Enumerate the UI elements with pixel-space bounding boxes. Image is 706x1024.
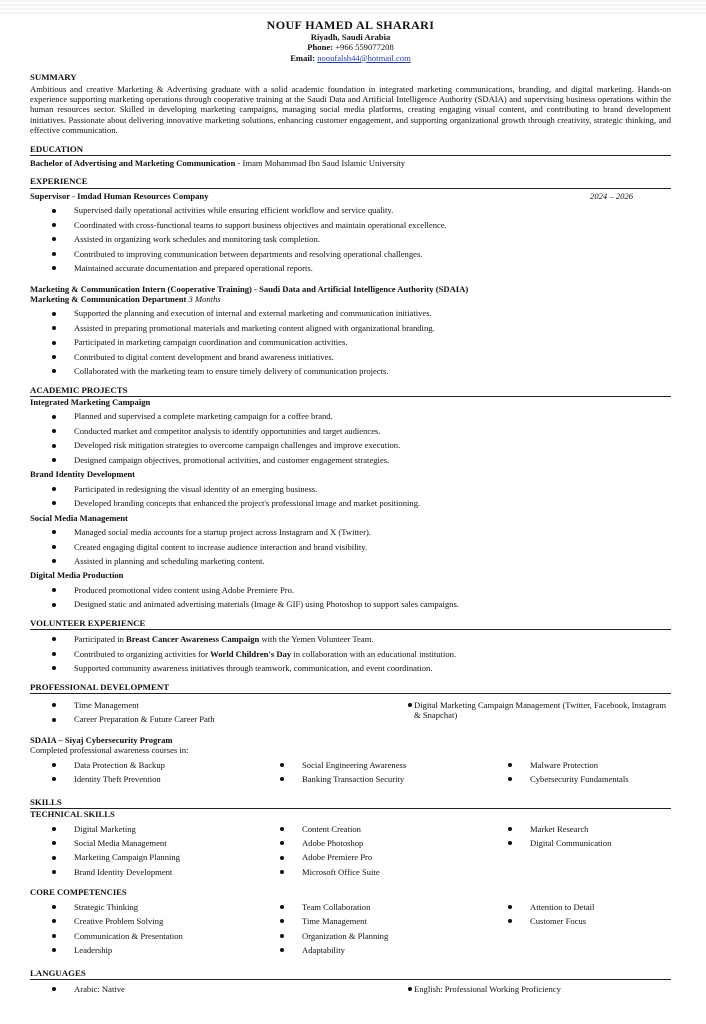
list-item: Communication & Presentation — [30, 931, 258, 941]
languages-heading: LANGUAGES — [30, 968, 671, 980]
list-item: Malware Protection — [486, 760, 671, 770]
list-item: Maintained accurate documentation and prepared operational reports. — [30, 263, 671, 273]
project-bullets — [30, 527, 671, 566]
project-title: Digital Media Production — [30, 570, 124, 581]
list-item: Designed campaign objectives, promotional activities, and customer engagement strategies. — [30, 455, 671, 465]
volunteer-heading: VOLUNTEER EXPERIENCE — [30, 618, 671, 630]
list-item: Participated in marketing campaign coordination and communication activities. — [30, 337, 671, 347]
languages-columns — [30, 980, 671, 999]
list-item: Team Collaboration — [258, 902, 486, 912]
list-item: Planned and supervised a complete marketing campaign for a coffee brand. — [30, 411, 671, 421]
list-item: Supervised daily operational activities while ensuring efficient workflow and service quality. — [30, 205, 671, 215]
project-title: Integrated Marketing Campaign — [30, 397, 151, 408]
courses-columns — [30, 756, 671, 789]
skills-heading: SKILLS — [30, 797, 671, 809]
job-role: Supervisor - Imdad Human Resources Company — [30, 190, 209, 201]
list-item: Collaborated with the marketing team to ensure timely delivery of communication projects. — [30, 366, 671, 376]
core-competencies-columns — [30, 898, 671, 960]
list-item: Supported community awareness initiatives through teamwork, communication, and event coordination. — [30, 663, 671, 673]
list-item: Time Management — [30, 700, 386, 710]
project-bullets — [30, 484, 671, 509]
list-item: Conducted market and competitor analysis to identify opportunities and target audiences. — [30, 426, 671, 436]
list-item: Organization & Planning — [258, 931, 486, 941]
job-duration: 3 Months — [188, 293, 221, 304]
job-header — [30, 191, 671, 201]
list-item: Adaptability — [258, 945, 486, 955]
list-item: Designed static and animated advertising materials (Image & GIF) using Photoshop to support sales campaigns. — [30, 599, 671, 609]
experience-heading: EXPERIENCE — [30, 176, 671, 188]
job-bullets — [30, 308, 671, 376]
list-item: Digital Marketing Campaign Management (Twitter, Facebook, Instagram & Snapchat) — [386, 700, 671, 721]
location: Riyadh, Saudi Arabia — [310, 32, 391, 42]
summary-text: Ambitious and creative Marketing & Advertising graduate with a solid academic foundation in integrated marketing communications, branding, and digital marketing. Hands-on experience supporting marketing operations through cooperative training at the Saudi Data and Artificial Intelligence Authority (SDAIA) and supervising business operations within the human resources sector. Skilled in developing marketing campaigns, managing social media platforms, creating engaging visual content, and contributing to brand development initiatives. Passionate about delivering innovative marketing solutions, enhancing customer engagement, and supporting organizational growth through creativity, strategic thinking, and effective communication. — [30, 83, 671, 136]
list-item: Assisted in preparing promotional materials and marketing content aligned with organizational branding. — [30, 323, 671, 333]
program-title: SDAIA – Siyaj Cybersecurity Program — [30, 734, 173, 745]
list-item: Leadership — [30, 945, 258, 955]
list-item: Developed risk mitigation strategies to overcome campaign challenges and improve execution. — [30, 440, 671, 450]
list-item: Social Engineering Awareness — [258, 760, 486, 770]
list-item: Created engaging digital content to increase audience interaction and brand visibility. — [30, 542, 671, 552]
list-item: Arabic: Native — [30, 984, 386, 994]
list-item: Market Research — [486, 824, 671, 834]
project-title: Social Media Management — [30, 512, 128, 523]
list-item: Digital Marketing — [30, 824, 258, 834]
prodev-columns — [30, 696, 671, 729]
list-item: Adobe Photoshop — [258, 838, 486, 848]
summary-heading: SUMMARY — [30, 72, 77, 83]
project-bullets — [30, 585, 671, 610]
project-bullets — [30, 411, 671, 465]
volunteer-bullets — [30, 634, 671, 673]
list-item: Managed social media accounts for a startup project across Instagram and X (Twitter). — [30, 527, 671, 537]
technical-skills-columns — [30, 819, 671, 881]
prodev-heading: PROFESSIONAL DEVELOPMENT — [30, 682, 671, 694]
project-title: Brand Identity Development — [30, 469, 136, 480]
list-item: Adobe Premiere Pro — [258, 852, 486, 862]
degree: Bachelor of Advertising and Marketing Communication — [30, 158, 236, 169]
resume-page — [30, 18, 671, 999]
candidate-name: NOUF HAMED AL SHARARI — [266, 18, 435, 32]
list-item: Developed branding concepts that enhanced the project's professional image and market positioning. — [30, 498, 671, 508]
education-heading: EDUCATION — [30, 144, 671, 156]
list-item: Banking Transaction Security — [258, 774, 486, 784]
job-role: Marketing & Communication Intern (Cooperative Training) - Saudi Data and Artificial Intelligence Authority (SDAIA) — [30, 283, 469, 294]
list-item: Identity Theft Prevention — [30, 774, 258, 784]
list-item: Contributed to digital content development and brand awareness initiatives. — [30, 352, 671, 362]
list-item: Assisted in planning and scheduling marketing content. — [30, 556, 671, 566]
list-item: Brand Identity Development — [30, 867, 258, 877]
list-item: Time Management — [258, 916, 486, 926]
projects-heading: ACADEMIC PROJECTS — [30, 385, 671, 397]
job-bullets — [30, 205, 671, 273]
list-item: Data Protection & Backup — [30, 760, 258, 770]
phone-line — [30, 42, 671, 52]
list-item: Participated in redesigning the visual identity of an emerging business. — [30, 484, 671, 494]
list-item: Contributed to organizing activities for World Children's Day in collaboration with an educational institution. — [30, 649, 671, 659]
job-header — [30, 284, 671, 305]
list-item: Content Creation — [258, 824, 486, 834]
list-item: Produced promotional video content using Adobe Premiere Pro. — [30, 585, 671, 595]
phone-number: +966 559077208 — [335, 42, 394, 53]
list-item: Digital Communication — [486, 838, 671, 848]
list-item: Marketing Campaign Planning — [30, 852, 258, 862]
email-line — [30, 53, 671, 63]
email-link[interactable]: nooufalsh44@hotmail.com — [317, 52, 411, 63]
list-item: Social Media Management — [30, 838, 258, 848]
job-department: Marketing & Communication Department — [30, 293, 187, 304]
list-item: Strategic Thinking — [30, 902, 258, 912]
resume-header — [30, 18, 671, 63]
list-item: Supported the planning and execution of internal and external marketing and communication initiatives. — [30, 308, 671, 318]
list-item: Assisted in organizing work schedules and monitoring task completion. — [30, 234, 671, 244]
job-dates: 2024 – 2026 — [590, 190, 633, 201]
list-item: Contributed to improving communication between departments and resolving operational challenges. — [30, 249, 671, 259]
list-item: Coordinated with cross-functional teams to support business objectives and maintain operational excellence. — [30, 220, 671, 230]
list-item: Participated in Breast Cancer Awareness Campaign with the Yemen Volunteer Team. — [30, 634, 671, 644]
education-entry — [30, 158, 671, 168]
list-item: Customer Focus — [486, 916, 671, 926]
list-item: Attention to Detail — [486, 902, 671, 912]
phone-label: Phone: — [307, 42, 334, 53]
program-intro: Completed professional awareness courses in: — [30, 745, 189, 756]
top-gradient-band — [0, 0, 706, 14]
list-item: Microsoft Office Suite — [258, 867, 486, 877]
school: - Imam Mohammad Ibn Saud Islamic University — [235, 158, 406, 169]
list-item: Creative Problem Solving — [30, 916, 258, 926]
email-label: Email: — [290, 52, 316, 63]
list-item: English: Professional Working Proficiency — [386, 984, 671, 994]
list-item: Career Preparation & Future Career Path — [30, 714, 386, 724]
core-competencies-title: CORE COMPETENCIES — [30, 887, 127, 898]
list-item: Cybersecurity Fundamentals — [486, 774, 671, 784]
technical-skills-title: TECHNICAL SKILLS — [30, 809, 115, 820]
